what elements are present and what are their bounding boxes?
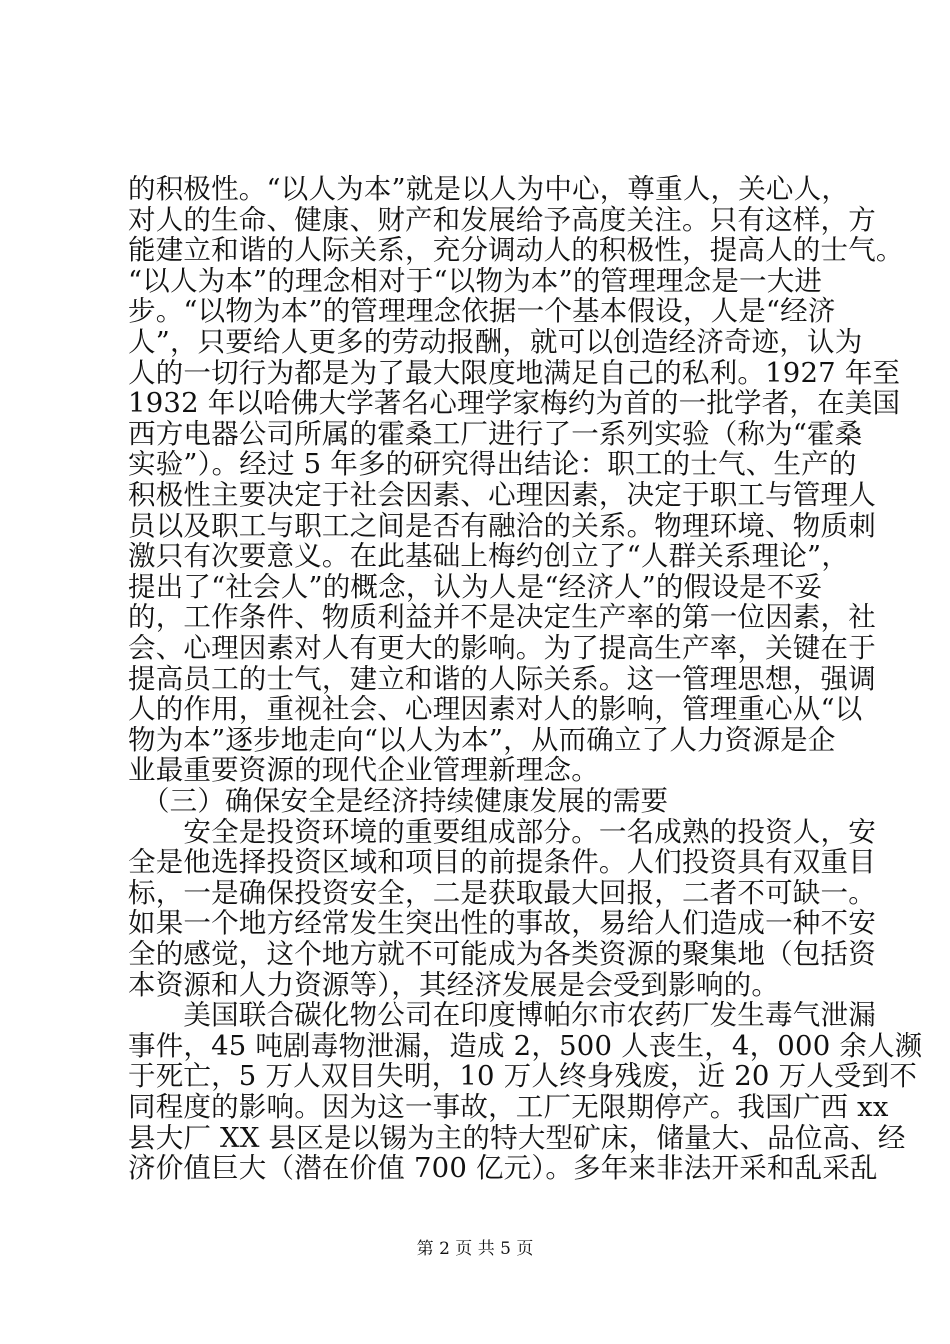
text-line: 1932 年以哈佛大学著名心理学家梅约为首的一批学者，在美国 [128, 387, 901, 419]
text-line: 人的一切行为都是为了最大限度地满足自己的私利。1927 年至 [128, 357, 901, 389]
text-line: 济价值巨大（潜在价值 700 亿元）。多年来非法开采和乱采乱 [128, 1152, 878, 1184]
text-line: 会、心理因素对人有更大的影响。为了提高生产率，关键在于 [128, 632, 876, 664]
text-line: 人”，只要给人更多的劳动报酬，就可以创造经济奇迹，认为 [128, 326, 863, 358]
text-line: 安全是投资环境的重要组成部分。一名成熟的投资人，安 [128, 816, 876, 848]
text-line: 的积极性。“以人为本”就是以人为中心，尊重人，关心人， [128, 173, 850, 205]
text-line: 美国联合碳化物公司在印度博帕尔市农药厂发生毒气泄漏 [128, 999, 876, 1031]
text-line: 同程度的影响。因为这一事故，工厂无限期停产。我国广西 xx [128, 1091, 889, 1123]
text-line: 标，一是确保投资安全，二是获取最大回报，二者不可缺一。 [128, 877, 876, 909]
text-line: 对人的生命、健康、财产和发展给予高度关注。只有这样，方 [128, 204, 876, 236]
text-line: 如果一个地方经常发生突出性的事故，易给人们造成一种不安 [128, 907, 876, 939]
text-line: 本资源和人力资源等），其经济发展是会受到影响的。 [128, 969, 780, 1001]
text-line: 西方电器公司所属的霍桑工厂进行了一系列实验（称为“霍桑 [128, 418, 863, 450]
text-line: 业最重要资源的现代企业管理新理念。 [128, 754, 599, 786]
text-line: 实验”）。经过 5 年多的研究得出结论：职工的士气、生产的 [128, 448, 857, 480]
text-line: 能建立和谐的人际关系，充分调动人的积极性，提高人的士气。 [128, 234, 904, 266]
text-line: 人的作用，重视社会、心理因素对人的影响，管理重心从“以 [128, 693, 863, 725]
text-line: “以人为本”的理念相对于“以物为本”的管理理念是一大进 [128, 265, 823, 297]
page-footer: 第 2 页 共 5 页 [416, 1239, 534, 1259]
text-line: 全的感觉，这个地方就不可能成为各类资源的聚集地（包括资 [128, 938, 876, 970]
text-line: 的，工作条件、物质利益并不是决定生产率的第一位因素，社 [128, 601, 876, 633]
text-line: 步。“以物为本”的管理理念依据一个基本假设，人是“经济 [128, 295, 836, 327]
text-line: 激只有次要意义。在此基础上梅约创立了“人群关系理论”， [128, 540, 850, 572]
text-line: 全是他选择投资区域和项目的前提条件。人们投资具有双重目 [128, 846, 876, 878]
text-line: 事件，45 吨剧毒物泄漏，造成 2，500 人丧生，4，000 余人濒 [128, 1030, 923, 1062]
text-line: 物为本”逐步地走向“以人为本”，从而确立了人力资源是企 [128, 724, 836, 756]
text-line: 县大厂 XX 县区是以锡为主的特大型矿床，储量大、品位高、经 [128, 1122, 906, 1154]
section-heading: （三）确保安全是经济持续健康发展的需要 [128, 785, 669, 817]
text-line: 员以及职工与职工之间是否有融洽的关系。物理环境、物质刺 [128, 510, 876, 542]
text-line: 积极性主要决定于社会因素、心理因素，决定于职工与管理人 [128, 479, 876, 511]
text-line: 提高员工的士气，建立和谐的人际关系。这一管理思想，强调 [128, 663, 876, 695]
text-line: 提出了“社会人”的概念，认为人是“经济人”的假设是不妥 [128, 571, 823, 603]
text-line: 于死亡，5 万人双目失明，10 万人终身残废，近 20 万人受到不 [128, 1060, 918, 1092]
